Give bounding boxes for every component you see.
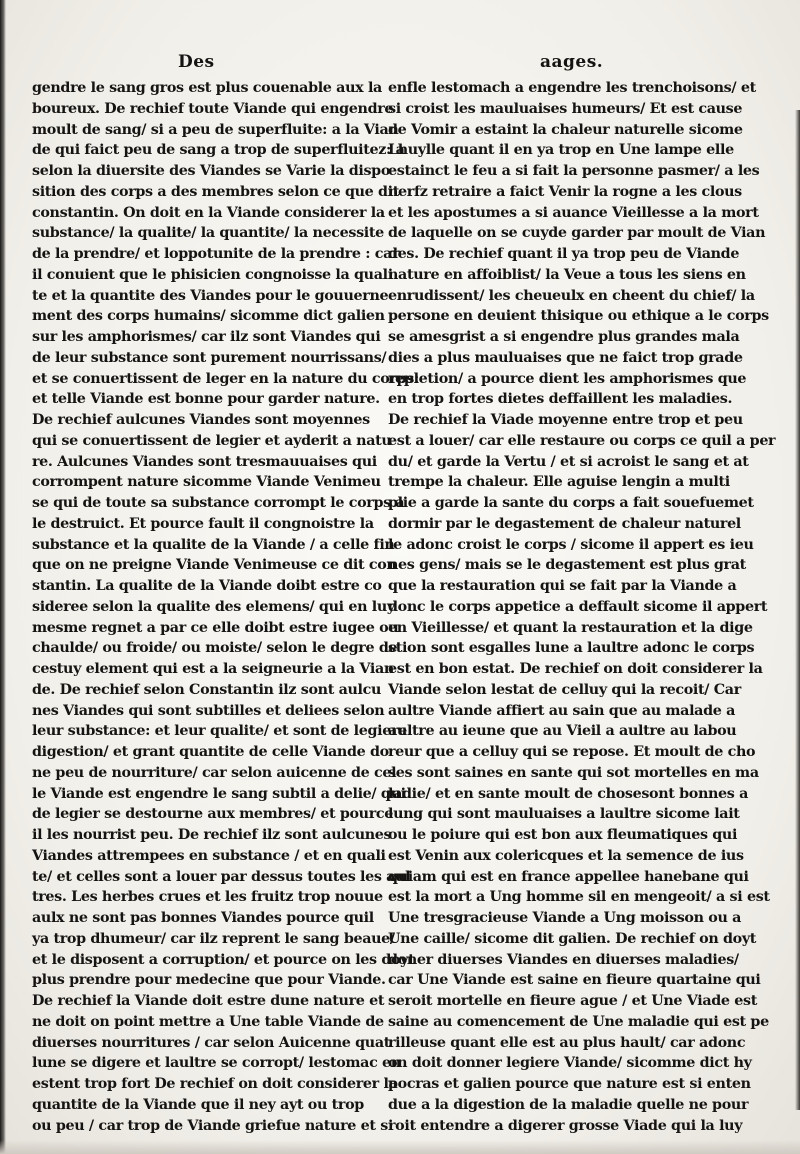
text-line: de. De rechief selon Constantin ilz sont aulcu — [32, 681, 382, 698]
text-line: est a louer/ car elle restaure ou corps ce quil a per — [388, 432, 776, 449]
text-line: sideree selon la qualite des elemens/ qui en luy — [32, 598, 395, 615]
text-line: nature en affoiblist/ la Veue a tous les siens en — [388, 266, 746, 283]
text-line: aulx ne sont pas bonnes Viandes pource quil — [32, 910, 374, 926]
text-line: et le disposent a corruption/ et pource on les doyt — [32, 951, 415, 968]
text-line: seroit mortelle en fieure ague / et Une Viade est — [388, 993, 757, 1009]
text-line: lune se digere et laultre se corropt/ lestomac en — [32, 1055, 401, 1072]
text-line: enrudissent/ les cheueulx en cheent du chief/ la — [388, 287, 755, 304]
text-line: se qui de toute sa substance corrompt le corps a — [32, 495, 405, 511]
text-line: il les nourrist peu. De rechief ilz sont aulcunes — [32, 827, 392, 843]
text-line: et les apostumes a si auance Vieillesse a la mort — [388, 204, 759, 221]
text-line: des. De rechief quant il ya trop peu de Viande — [388, 246, 740, 262]
text-line: pocras et galien pource que nature est si enten — [388, 1076, 751, 1092]
text-line: selon la diuersite des Viandes se Varie la dispo — [32, 163, 391, 179]
text-line: reur que a celluy qui se repose. Et moult de cho — [388, 744, 756, 760]
text-line: donc le corps appetice a deffault sicome il appert — [388, 598, 768, 615]
text-line: le Viande est engendre le sang subtil a delie/ qui — [32, 785, 406, 802]
text-line: diuerses nourritures / car selon Auicenne quat — [32, 1034, 390, 1051]
text-line: ne peu de nourriture/ car selon auicenne de cel — [32, 764, 397, 781]
text-line: due a la digestion de la maladie quelle ne pour — [388, 1096, 749, 1113]
text-line: il conuient que le phisicien congnoisse la quali — [32, 266, 393, 283]
text-line: sition des corps a des membres selon ce que dit — [32, 183, 400, 200]
page-edge-right — [795, 110, 800, 1110]
text-line: tres. Les herbes crues et les fruitz trop nouue — [32, 889, 383, 906]
text-line: repletion/ a pource dient les amphorismes que — [388, 370, 747, 387]
text-line: roit entendre a digerer grosse Viade qui la luy — [388, 1117, 743, 1134]
text-line: estent trop fort De rechief on doit considerer la — [32, 1076, 398, 1092]
text-line: digestion/ et grant quantite de celle Viande do — [32, 744, 389, 760]
text-line: ou le poiure qui est bon aux fleumatiques qui — [388, 827, 738, 843]
text-line: re. Aulcunes Viandes sont tresmauuaises qui — [32, 453, 377, 470]
text-line: de qui faict peu de sang a trop de superfluitez: a — [32, 142, 405, 159]
text-line: de Vomir a estaint la chaleur naturelle sicome — [388, 121, 743, 138]
text-line: De rechief la Viande doit estre dune nature et — [32, 993, 385, 1009]
text-line: est en bon estat. De rechief on doit considerer la — [388, 661, 763, 677]
text-line: substance et la qualite de la Viande / a celle fin — [32, 536, 395, 553]
text-line: gendre le sang gros est plus couenable aux la — [32, 80, 382, 96]
text-line: aultre au ieune que au Vieil a aultre au labou — [388, 723, 737, 740]
text-line: de laquelle on se cuyde garder par moult de Vian — [388, 225, 766, 242]
text-line: estainct le feu a si fait la personne pasmer/ a les — [388, 163, 760, 179]
text-line: Une caille/ sicome dit galien. De rechief on doyt — [388, 930, 757, 947]
text-line: constantin. On doit en la Viande considerer la — [32, 204, 385, 221]
text-line: trempe la chaleur. Elle aguise lengin a multi — [388, 474, 730, 491]
text-line: stion sont esgalles lune a laultre adonc le corps — [388, 640, 755, 657]
text-line: boureux. De rechief toute Viande qui engendre — [32, 100, 394, 117]
text-line: plie a garde la sante du corps a fait souefuemet — [388, 495, 754, 511]
text-line: ladie/ et en sante moult de chosesont bonnes a — [388, 785, 749, 802]
text-line: rilleuse quant elle est au plus hault/ car adonc — [388, 1034, 746, 1051]
text-line: le destruict. Et pource fault il congnoistre la — [32, 515, 374, 532]
text-line: De rechief aulcunes Viandes sont moyennes — [32, 412, 370, 428]
text-line: dormir par le degastement de chaleur naturel — [388, 515, 741, 532]
text-line: et se conuertissent de leger en la nature du corps: — [32, 370, 419, 387]
text-line: est Venin aux colericques et la semence de ius — [388, 847, 744, 864]
text-line: quiam qui est en france appellee hanebane qui — [388, 868, 749, 885]
text-line: en Vieillesse/ et quant la restauration et la dige — [388, 619, 753, 636]
text-line: chaulde/ ou froide/ ou moiste/ selon le degre de — [32, 640, 398, 657]
text-line: et telle Viande est bonne pour garder nature. — [32, 391, 380, 408]
text-line: ne doit on point mettre a Une table Viande de — [32, 1013, 384, 1030]
text-line: saine au comencement de Une maladie qui est pe — [388, 1013, 769, 1030]
text-line: lung qui sont mauluaises a laultre sicome lait — [388, 806, 740, 823]
text-line: cestuy element qui est a la seigneurie a la Vian — [32, 661, 394, 677]
text-line: de la prendre/ et loppotunite de la prendre : car — [32, 246, 400, 262]
running-head-right: aages. — [540, 52, 604, 72]
text-line: sur les amphorismes/ car ilz sont Viandes qui — [32, 329, 381, 345]
text-line: Une tresgracieuse Viande a Ung moisson ou a — [388, 910, 742, 926]
text-line: Lhuylle quant il en ya trop en Une lampe elle — [388, 142, 734, 159]
page-edge-bottom — [0, 1140, 800, 1154]
text-line: dies a plus mauluaises que ne faict trop grade — [388, 349, 743, 366]
text-line: corrompent nature sicomme Viande Venimeu — [32, 474, 381, 491]
text-line: ou peu / car trop de Viande griefue nature et si — [32, 1117, 394, 1134]
text-line: car Une Viande est saine en fieure quartaine qui — [388, 972, 761, 989]
text-line: en trop fortes dietes deffaillent les maladies. — [388, 391, 733, 408]
text-line: doner diuerses Viandes en diuerses maladies/ — [388, 951, 739, 968]
text-line: plus prendre pour medecine que pour Viande. — [32, 972, 386, 989]
text-line: ment des corps humains/ sicomme dict galien — [32, 308, 385, 325]
text-line: leur substance: et leur qualite/ et sont de legiere — [32, 723, 407, 740]
text-line: nes Viandes qui sont subtilles et deliees selon — [32, 702, 385, 719]
text-line: de leur substance sont purement nourrissans/ — [32, 349, 387, 366]
text-line: De rechief la Viade moyenne entre trop et peu — [388, 412, 743, 428]
text-line: est la mort a Ung homme sil en mengeoit/ a si est — [388, 889, 770, 906]
text-line: du/ et garde la Vertu / et si acroist le sang et at — [388, 453, 749, 470]
text-line: ses sont saines en sante qui sot mortelles en ma — [388, 764, 759, 781]
text-line: nes gens/ mais se le degastement est plus grat — [388, 557, 746, 574]
text-line: mesme regnet a par ce elle doibt estre iugee ou — [32, 619, 399, 636]
text-line: qui se conuertissent de legier et ayderit a natu — [32, 432, 392, 449]
text-line: Viandes attrempees en substance / et en quali — [32, 847, 386, 864]
running-head-left: Des — [178, 52, 215, 72]
text-line: te/ et celles sont a louer par dessus toutes les aul — [32, 868, 411, 885]
page-edge-shadow — [0, 0, 6, 1154]
text-line: que on ne preigne Viande Venimeuse ce dit con — [32, 557, 397, 574]
text-line: si croist les mauluaises humeurs/ Et est cause — [388, 100, 743, 117]
text-line: que la restauration qui se fait par la Viande a — [388, 578, 737, 594]
text-line: de legier se destourne aux membres/ et pource — [32, 806, 394, 823]
text-line: stantin. La qualite de la Viande doibt estre co — [32, 578, 382, 594]
text-line: on doit donner legiere Viande/ sicomme dict hy — [388, 1055, 752, 1072]
text-column-left — [32, 78, 419, 1136]
text-line: ya trop dhumeur/ car ilz reprent le sang beaue/ — [32, 930, 395, 947]
text-line: quantite de la Viande que il ney ayt ou trop — [32, 1096, 364, 1113]
text-line: le adonc croist le corps / sicome il appert es ieu — [388, 536, 754, 553]
text-column-right — [388, 78, 776, 1136]
text-line: enfle lestomach a engendre les trenchoisons/ et — [388, 80, 756, 96]
text-line: persone en deuient thisique ou ethique a le corps — [388, 308, 769, 325]
text-line: Viande selon lestat de celluy qui la recoit/ Car — [388, 681, 741, 698]
text-line: substance/ la qualite/ la quantite/ la necessite — [32, 225, 384, 242]
text-line: moult de sang/ si a peu de superfluite: a la Vian — [32, 121, 399, 138]
text-line: te et la quantite des Viandes pour le gouuerne — [32, 287, 389, 304]
text-line: aultre Viande affiert au sain que au malade a — [388, 702, 736, 719]
text-line: se amesgrist a si engendre plus grandes mala — [388, 329, 740, 345]
text-line: nerfz retraire a faict Venir la rogne a les clous — [388, 183, 742, 200]
